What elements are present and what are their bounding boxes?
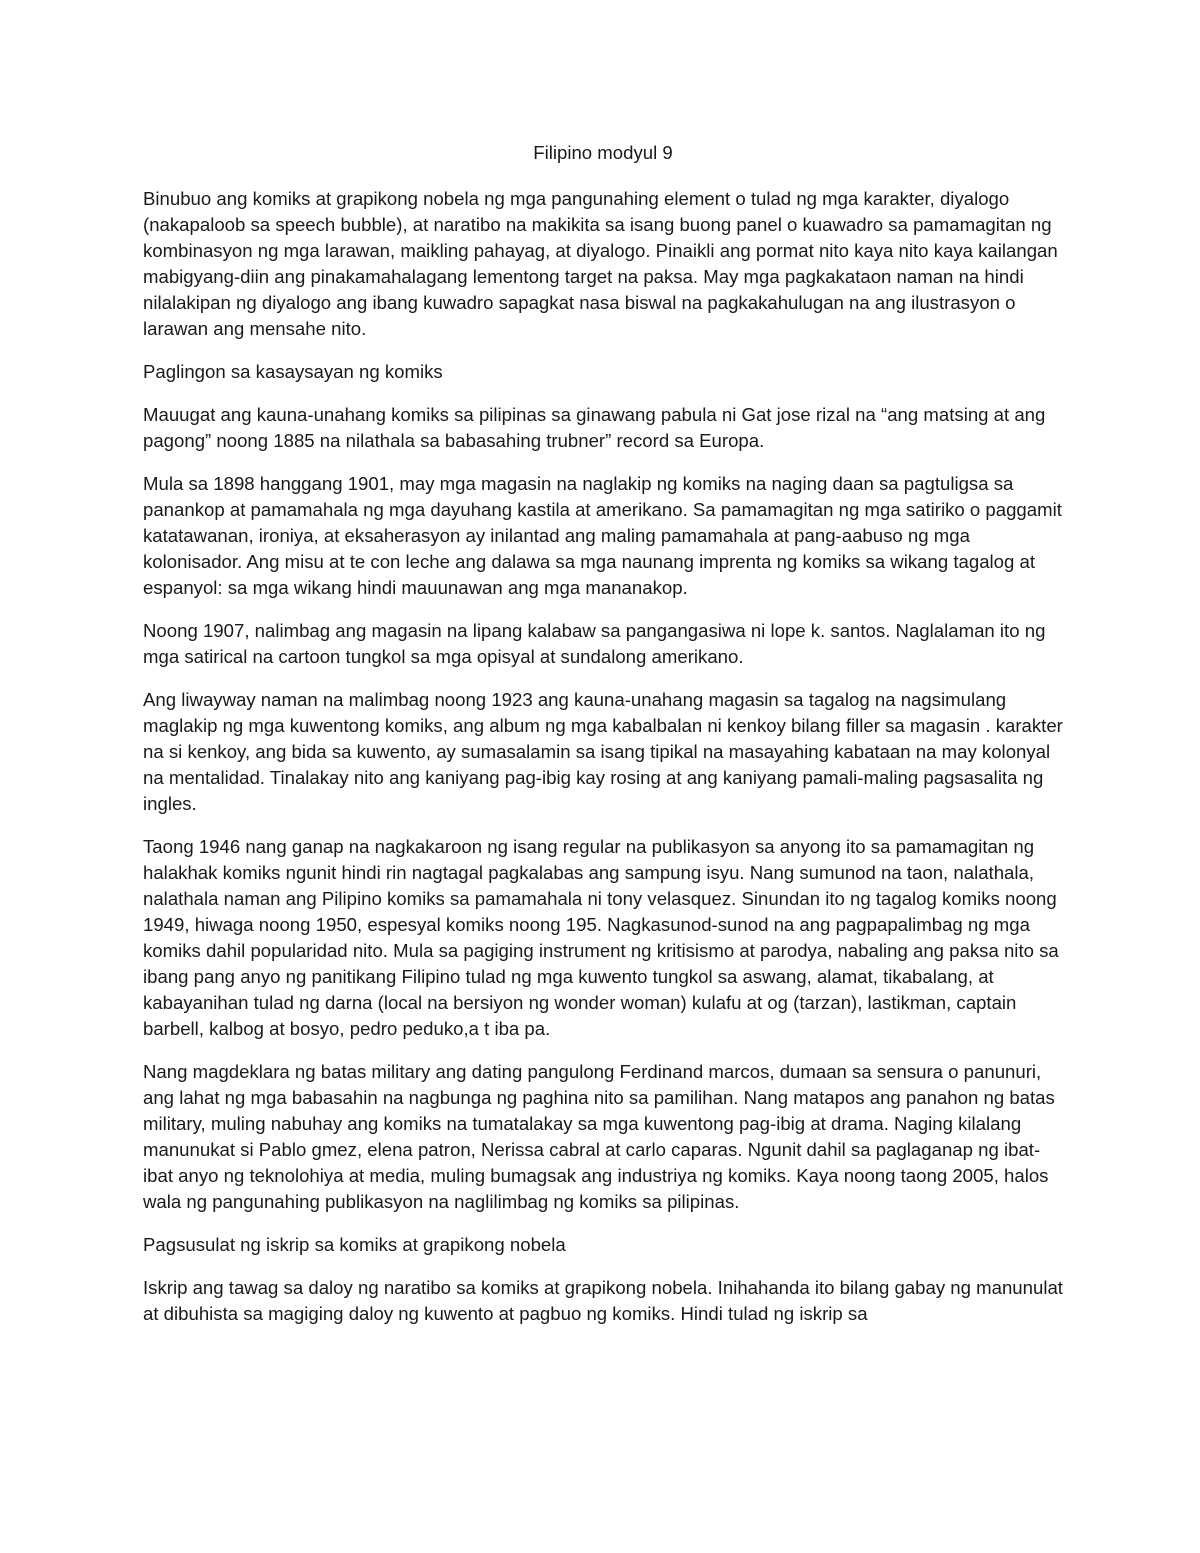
paragraph-liwayway: Ang liwayway naman na malimbag noong 1923 ang kauna-unahang magasin sa tagalog na nagsimulang maglakip ng mga kuwentong komiks, ang album ng mga kabalbalan ni kenkoy bilang filler sa magasin . karakter na si kenkoy, ang bida sa kuwento, ay sumasalamin sa isang tipikal na masayahing kabataan na may kolonyal na mentalidad. Tinalakay nito ang kaniyang pag-ibig kay rosing at ang kaniyang pamali-maling pagsasalita ng ingles. <box>143 689 1063 814</box>
section-heading-history: Paglingon sa kasaysayan ng komiks <box>143 361 443 382</box>
paragraph-1907: Noong 1907, nalimbag ang magasin na lipang kalabaw sa pangangasiwa ni lope k. santos. Naglalaman ito ng mga satirical na cartoon tungkol sa mga opisyal at sundalong amerikano. <box>143 620 1046 667</box>
paragraph-1946: Taong 1946 nang ganap na nagkakaroon ng isang regular na publikasyon sa anyong ito sa pamamagitan ng halakhak komiks ngunit hindi rin nagtagal pagkalabas ang sampung isyu. Nang sumunod na taon, nalathala, nalathala naman ang Pilipino komiks sa pamamahala ni tony velasquez. Sinundan ito ng tagalog komiks noong 1949, hiwaga noong 1950, espesyal komiks noong 195. Nagkasunod-sunod na ang pagpapalimbag ng mga komiks dahil popularidad nito. Mula sa pagiging instrument ng kritisismo at parodya, nabaling ang paksa nito sa ibang pang anyo ng panitikang Filipino tulad ng mga kuwento tungkol sa aswang, alamat, tikabalang, at kabayanihan tulad ng darna (local na bersiyon ng wonder woman) kulafu at og (tarzan), lastikman, captain barbell, kalbog at bosyo, pedro peduko,a t iba pa. <box>143 836 1059 1039</box>
paragraph-1898: Mula sa 1898 hanggang 1901, may mga magasin na naglakip ng komiks na naging daan sa pagtuligsa sa panankop at pamamahala ng mga dayuhang kastila at amerikano. Sa pamamagitan ng mga satiriko o paggamit katatawanan, ironiya, at eksaherasyon ay inilantad ang maling pamamahala at pang-aabuso ng mga kolonisador. Ang misu at te con leche ang dalawa sa mga naunang imprenta ng komiks sa wikang tagalog at espanyol: sa mga wikang hindi mauunawan ang mga mananakop. <box>143 473 1062 598</box>
section-heading-script: Pagsusulat ng iskrip sa komiks at grapikong nobela <box>143 1234 566 1255</box>
document-body <box>143 140 1063 1344</box>
paragraph-intro: Binubuo ang komiks at grapikong nobela ng mga pangunahing element o tulad ng mga karakter, diyalogo (nakapaloob sa speech bubble), at naratibo na makikita sa isang buong panel o kuawadro sa pamamagitan ng kombinasyon ng mga larawan, maikling pahayag, at diyalogo. Pinaikli ang pormat nito kaya nito kaya kailangan mabigyang-diin ang pinakamahalagang lementong target na paksa. May mga pagkakataon naman na hindi nilalakipan ng diyalogo ang ibang kuwadro sapagkat nasa biswal na pagkakahulugan na ang ilustrasyon o larawan ang mensahe nito. <box>143 188 1058 339</box>
paragraph-rizal: Mauugat ang kauna-unahang komiks sa pilipinas sa ginawang pabula ni Gat jose rizal na “ang matsing at ang pagong” noong 1885 na nilathala sa babasahing trubner” record sa Europa. <box>143 404 1046 451</box>
document-title: Filipino modyul 9 <box>533 142 673 163</box>
paragraph-iskrip: Iskrip ang tawag sa daloy ng naratibo sa komiks at grapikong nobela. Inihahanda ito bilang gabay ng manunulat at dibuhista sa magiging daloy ng kuwento at pagbuo ng komiks. Hindi tulad ng iskrip sa <box>143 1277 1063 1324</box>
paragraph-martial-law: Nang magdeklara ng batas military ang dating pangulong Ferdinand marcos, dumaan sa sensura o panunuri, ang lahat ng mga babasahin na nagbunga ng paghina nito sa pamilihan. Nang matapos ang panahon ng batas military, muling nabuhay ang komiks na tumatalakay sa mga kuwentong pag-ibig at drama. Naging kilalang manunukat si Pablo gmez, elena patron, Nerissa cabral at carlo caparas. Ngunit dahil sa paglaganap ng ibat-ibat anyo ng teknolohiya at media, muling bumagsak ang industriya ng komiks. Kaya noong taong 2005, halos wala ng pangunahing publikasyon na naglilimbag ng komiks sa pilipinas. <box>143 1061 1055 1212</box>
